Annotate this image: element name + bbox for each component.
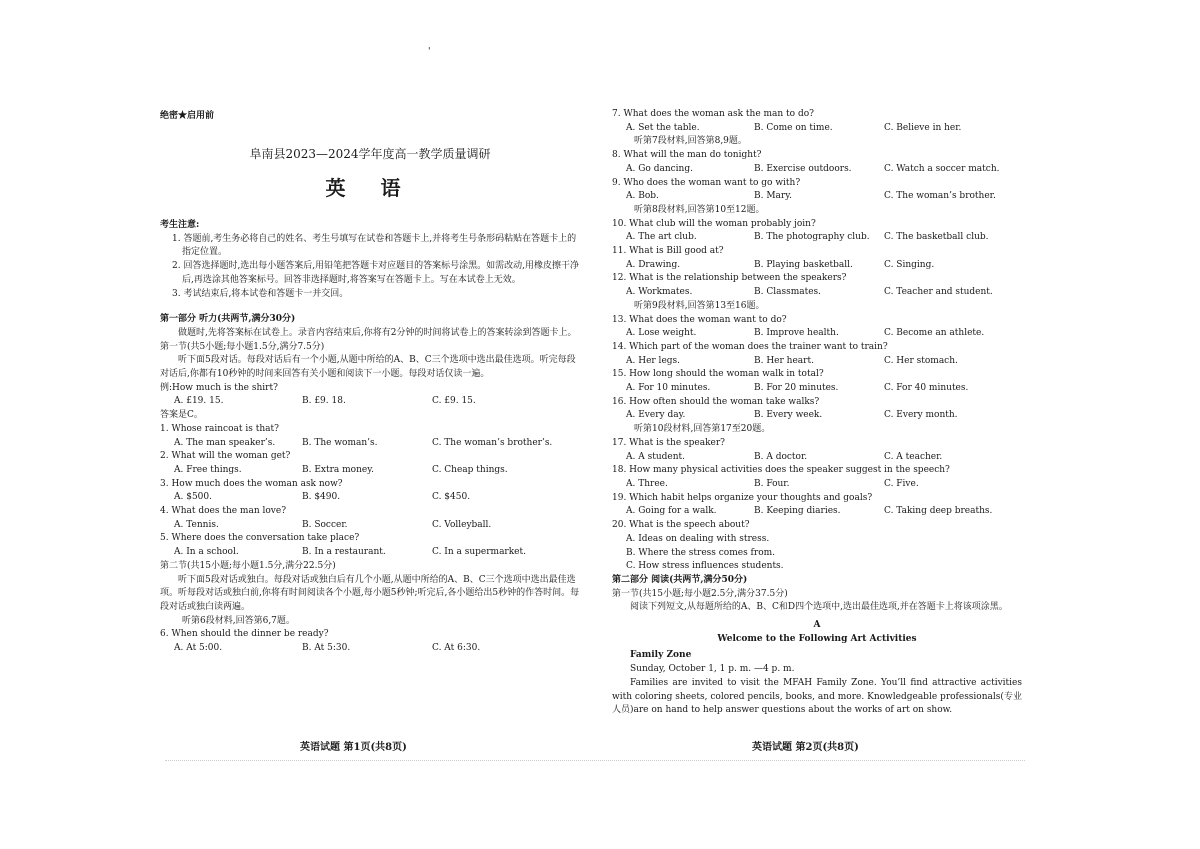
question: 15. How long should the woman walk in total? xyxy=(612,369,824,380)
material-note: 听第7段材料,回答第8,9题。 xyxy=(634,136,747,147)
option-b: B. The woman’s. xyxy=(302,437,378,448)
notice-3: 3. 考试结束后,将本试卷和答题卡一并交回。 xyxy=(172,288,349,299)
question-options xyxy=(612,478,1022,492)
question-options xyxy=(160,546,580,560)
option-b: B. Her heart. xyxy=(754,355,814,366)
question-options xyxy=(160,464,580,478)
option-a: A. Lose weight. xyxy=(626,328,697,339)
question-options xyxy=(612,163,1022,177)
question: 12. What is the relationship between the speakers? xyxy=(612,273,847,284)
option-a: A. £19. 15. xyxy=(174,396,224,407)
option-a: A. Drawing. xyxy=(626,259,681,270)
option-c: C. £9. 15. xyxy=(432,396,476,407)
option-a: A. Workmates. xyxy=(626,287,693,298)
question: 8. What will the man do tonight? xyxy=(612,150,762,161)
option-a: A. The art club. xyxy=(626,232,697,243)
zone-time: Sunday, October 1, 1 p. m. —4 p. m. xyxy=(630,664,795,675)
option-a: A. The man speaker’s. xyxy=(174,437,276,448)
p2sec1-title: 第一节(共15小题;每小题2.5分,满分37.5分) xyxy=(612,588,788,599)
option-b: B. Mary. xyxy=(754,191,792,202)
question-options xyxy=(612,355,1022,369)
option-b: B. £9. 18. xyxy=(302,396,346,407)
option-c: C. Become an athlete. xyxy=(884,328,985,339)
page-footer-2: 英语试题 第2页(共8页) xyxy=(752,742,859,753)
option-c: C. Teacher and student. xyxy=(884,287,993,298)
question: 11. What is Bill good at? xyxy=(612,246,724,257)
page-divider xyxy=(165,760,1025,761)
option-a: A. Ideas on dealing with stress. xyxy=(626,533,770,544)
question-options xyxy=(612,327,1022,341)
option-a: A. Go dancing. xyxy=(626,163,693,174)
scan-mark: ' xyxy=(428,47,431,57)
question: 1. Whose raincoat is that? xyxy=(160,423,279,434)
option-b: B. Where the stress comes from. xyxy=(626,547,776,558)
question-options xyxy=(612,451,1022,465)
option-c: C. Cheap things. xyxy=(432,464,508,475)
question: 2. What will the woman get? xyxy=(160,451,291,462)
option-c: C. Singing. xyxy=(884,259,935,270)
option-c: C. The woman’s brother. xyxy=(884,191,996,202)
example-question: 例:How much is the shirt? xyxy=(160,382,278,393)
option-c: C. Taking deep breaths. xyxy=(884,506,993,517)
secret-label: 绝密★启用前 xyxy=(160,111,215,121)
option-a: A. Her legs. xyxy=(626,355,681,366)
sec2-title: 第二节(共15小题;每小题1.5分,满分22.5分) xyxy=(160,560,336,571)
page-1 xyxy=(160,108,580,656)
option-c: C. Volleyball. xyxy=(432,519,492,530)
question: 19. Which habit helps organize your thoughts and goals? xyxy=(612,492,873,503)
option-b: B. $490. xyxy=(302,492,341,503)
sec1-intro: 听下面5段对话。每段对话后有一个小题,从题中所给的A、B、C三个选项中选出最佳选项。听完每段对话后,你都有10秒钟的时间来回答有关小题和阅读下一小题。每段对话仅读一遍。 xyxy=(160,355,576,380)
question-options xyxy=(612,259,1022,273)
option-b: B. Extra money. xyxy=(302,464,374,475)
option-a: A. Free things. xyxy=(174,464,242,475)
option-b: B. In a restaurant. xyxy=(302,547,386,558)
exam-title: 阜南县2023—2024学年度高一教学质量调研 xyxy=(249,147,491,161)
option-c: C. Her stomach. xyxy=(884,355,958,366)
question: 5. Where does the conversation take place? xyxy=(160,533,360,544)
option-b: B. Playing basketball. xyxy=(754,259,853,270)
question-options xyxy=(160,491,580,505)
option-a: A. In a school. xyxy=(174,547,239,558)
question: 16. How often should the woman take walks? xyxy=(612,396,820,407)
page-2 xyxy=(612,108,1022,718)
question-options xyxy=(160,519,580,533)
option-c: C. $450. xyxy=(432,492,471,503)
question: 10. What club will the woman probably join? xyxy=(612,218,816,229)
material-note: 听第8段材料,回答第10至12题。 xyxy=(634,204,765,215)
passage-letter: A xyxy=(813,620,821,631)
question-options xyxy=(612,505,1022,519)
question-options xyxy=(612,122,1022,136)
option-b: B. Classmates. xyxy=(754,287,822,298)
option-b: B. The photography club. xyxy=(754,232,870,243)
zone-text: Families are invited to visit the MFAH Family Zone. You’ll find attractive activities with coloring sheets, colored pencils, books, and more. Knowledgeable professionals(专业人员)are on hand to help answer questions about the works of art on show. xyxy=(612,677,1022,716)
page-footer-1: 英语试题 第1页(共8页) xyxy=(300,742,407,753)
question: 7. What does the woman ask the man to do? xyxy=(612,109,814,119)
option-b: B. Every week. xyxy=(754,410,823,421)
p2sec1-intro: 阅读下列短文,从每题所给的A、B、C和D四个选项中,选出最佳选项,并在答题卡上将该项涂黑。 xyxy=(630,602,1008,613)
part2-title: 第二部分 阅读(共两节,满分50分) xyxy=(612,574,748,585)
question-options xyxy=(612,409,1022,423)
question: 6. When should the dinner be ready? xyxy=(160,629,329,640)
option-b: B. Keeping diaries. xyxy=(754,506,841,517)
option-a: A. At 5:00. xyxy=(174,643,223,654)
sec1-title: 第一节(共5小题;每小题1.5分,满分7.5分) xyxy=(160,341,325,352)
option-c: C. The basketball club. xyxy=(884,232,989,243)
sec2-intro: 听下面5段对话或独白。每段对话或独白后有几个小题,从题中所给的A、B、C三个选项中选出最佳选项。听每段对话或独白前,你将有时间阅读各个小题,每小题5秒钟;听完后,各小题给出5秒钟的作答时间。每段对话或独白读两遍。 xyxy=(160,574,580,612)
notice-2: 2. 回答选择题时,选出每小题答案后,用铅笔把答题卡对应题目的答案标号涂黑。如需改动,用橡皮擦干净后,再选涂其他答案标号。回答非选择题时,将答案写在答题卡上。写在本试卷上无效。 xyxy=(172,261,580,285)
option-a: A. Tennis. xyxy=(174,519,219,530)
option-b: B. A doctor. xyxy=(754,451,808,462)
question-options xyxy=(612,382,1022,396)
question: 14. Which part of the woman does the trainer want to train? xyxy=(612,341,888,352)
part1-intro: 做题时,先将答案标在试卷上。录音内容结束后,你将有2分钟的时间将试卷上的答案转涂到答题卡上。 xyxy=(178,327,577,338)
notice-title: 考生注意: xyxy=(160,220,200,230)
option-b: B. At 5:30. xyxy=(302,643,351,654)
question-options xyxy=(612,286,1022,300)
question-options xyxy=(612,231,1022,245)
option-b: B. Soccer. xyxy=(302,519,348,530)
option-c: C. Every month. xyxy=(884,410,958,421)
question: 20. What is the speech about? xyxy=(612,520,750,531)
example-options xyxy=(160,395,580,409)
question: 18. How many physical activities does the speaker suggest in the speech? xyxy=(612,465,950,476)
option-b: B. Four. xyxy=(754,478,790,489)
option-c: C. Believe in her. xyxy=(884,122,962,133)
option-c: C. A teacher. xyxy=(884,451,943,462)
option-a: A. Bob. xyxy=(626,191,659,202)
passage-title: Welcome to the Following Art Activities xyxy=(717,633,917,644)
question-options xyxy=(160,437,580,451)
option-a: A. Every day. xyxy=(626,410,686,421)
example-answer: 答案是C。 xyxy=(160,410,203,421)
option-a: A. Going for a walk. xyxy=(626,506,717,517)
material-note: 听第9段材料,回答第13至16题。 xyxy=(634,300,765,311)
option-a: A. $500. xyxy=(174,492,212,503)
option-b: B. Improve health. xyxy=(754,328,839,339)
question: 9. Who does the woman want to go with? xyxy=(612,177,801,188)
subject-title: 英 语 xyxy=(325,176,415,200)
option-b: B. Exercise outdoors. xyxy=(754,163,852,174)
question: 3. How much does the woman ask now? xyxy=(160,478,343,489)
option-c: C. Five. xyxy=(884,478,919,489)
notice-1: 1. 答题前,考生务必将自己的姓名、考生号填写在试卷和答题卡上,并将考生号条形码粘贴在答题卡上的指定位置。 xyxy=(172,233,577,258)
option-b: B. For 20 minutes. xyxy=(754,383,839,394)
question: 13. What does the woman want to do? xyxy=(612,314,787,325)
option-c: C. Watch a soccer match. xyxy=(884,163,1000,174)
option-c: C. In a supermarket. xyxy=(432,547,526,558)
question: 4. What does the man love? xyxy=(160,506,287,517)
option-a: A. Three. xyxy=(626,478,668,489)
option-a: A. For 10 minutes. xyxy=(626,383,711,394)
question-options xyxy=(160,642,580,656)
option-c: C. How stress influences students. xyxy=(626,561,784,572)
question-options xyxy=(612,190,1022,204)
material-note: 听第6段材料,回答第6,7题。 xyxy=(182,615,295,626)
option-c: C. At 6:30. xyxy=(432,643,481,654)
option-b: B. Come on time. xyxy=(754,122,833,133)
option-a: A. A student. xyxy=(626,451,685,462)
option-c: C. The woman’s brother’s. xyxy=(432,437,553,448)
part1-title: 第一部分 听力(共两节,满分30分) xyxy=(160,314,296,325)
material-note: 听第10段材料,回答第17至20题。 xyxy=(634,424,771,435)
zone-title: Family Zone xyxy=(630,650,692,661)
option-a: A. Set the table. xyxy=(626,122,700,133)
question: 17. What is the speaker? xyxy=(612,437,726,448)
option-c: C. For 40 minutes. xyxy=(884,383,969,394)
